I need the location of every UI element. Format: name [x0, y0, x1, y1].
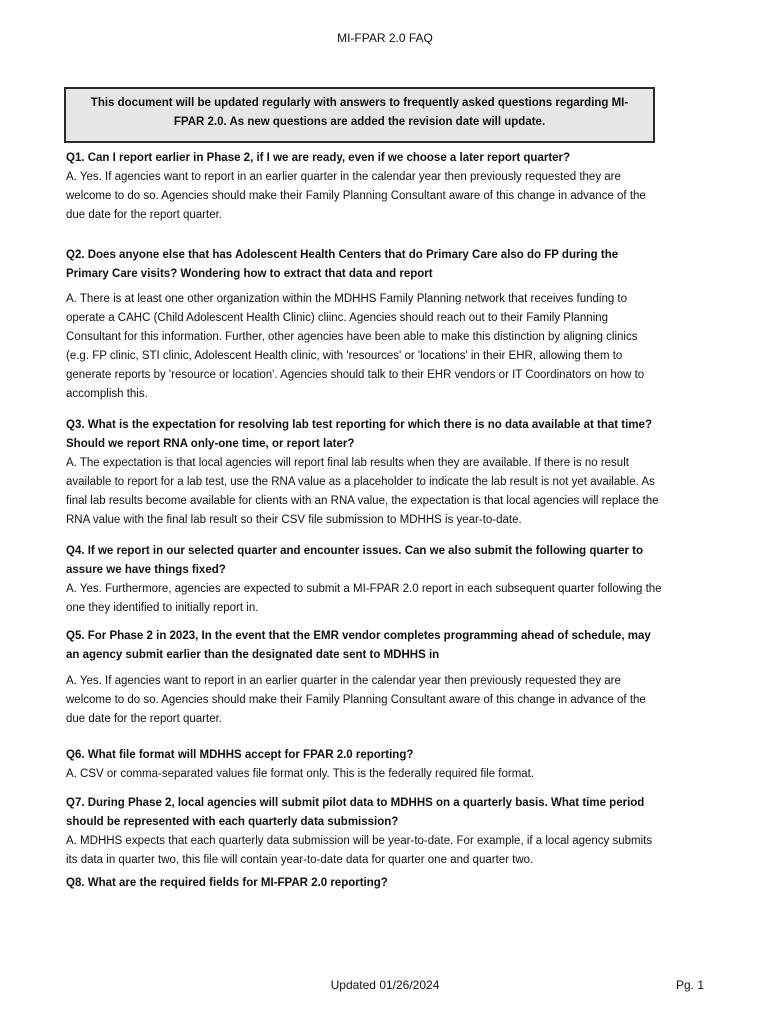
notice-box: This document will be updated regularly with answers to frequently asked questions regarding MI-FPAR 2.0. As new questions are added the revision date will update. — [64, 87, 655, 143]
question-text: Q1. Can I report earlier in Phase 2, if I we are ready, even if we choose a later report quarter? — [66, 152, 571, 164]
answer-text: A. There is at least one other organization within the MDHHS Family Planning network that receives funding to operate a CAHC (Child Adolescent Health Clinic) cliinc. Agencies should reach out to their Family Planning Consultant for this information. Further, other agencies have been able to make this distinction by aligning clinics (e.g. FP clinic, STI clinic, Adolescent Health clinic, with 'resources' or 'locations' in their EHR, allowing them to generate reports by 'resource or location'. Agencies should talk to their EHR vendors or IT Coordinators on how to accomplish this. — [66, 293, 645, 400]
faq-item-q4 — [66, 542, 662, 618]
answer-text: A. The expectation is that local agencies will report final lab results when they are available. If there is no result available to report for a lab test, use the RNA value as a placeholder to indicate the lab result is not yet available. As final lab results become available for clients with an RNA value, the expectation is that local agencies will replace the RNA value with the final lab result so their CSV file submission to MDHHS is year-to-date. — [66, 457, 659, 526]
question-text: Q8. What are the required fields for MI-FPAR 2.0 reporting? — [66, 877, 388, 889]
faq-item-q5 — [66, 627, 662, 729]
question-text: Q7. During Phase 2, local agencies will submit pilot data to MDHHS on a quarterly basis. What time period should be represented with each quarterly data submission? — [66, 797, 645, 828]
answer-text: A. Yes. If agencies want to report in an earlier quarter in the calendar year then previously requested they are welcome to do so. Agencies should make their Family Planning Consultant aware of this change in advance of the due date for the report quarter. — [66, 171, 646, 221]
page-number: Pg. 1 — [676, 978, 705, 992]
faq-item-q1 — [66, 149, 662, 225]
question-text: Q5. For Phase 2 in 2023, In the event that the EMR vendor completes programming ahead of schedule, may an agency submit earlier than the designated date sent to MDHHS in — [66, 630, 651, 661]
page-header-title: MI-FPAR 2.0 FAQ — [337, 31, 433, 45]
question-text: Q2. Does anyone else that has Adolescent Health Centers that do Primary Care also do FP during the Primary Care visits? Wondering how to extract that data and report — [66, 249, 619, 280]
question-text: Q3. What is the expectation for resolving lab test reporting for which there is no data available at that time? Should we report RNA only-one time, or report later? — [66, 419, 652, 450]
faq-item-q6 — [66, 746, 662, 784]
faq-item-q8 — [66, 874, 662, 893]
question-text: Q4. If we report in our selected quarter and encounter issues. Can we also submit the following quarter to assure we have things fixed? — [66, 545, 644, 576]
faq-item-q3 — [66, 416, 662, 530]
faq-item-q2 — [66, 246, 662, 404]
faq-content — [66, 149, 662, 893]
footer-updated-date: Updated 01/26/2024 — [330, 978, 440, 992]
answer-text: A. CSV or comma-separated values file format only. This is the federally required file format. — [66, 768, 535, 780]
faq-item-q7 — [66, 794, 662, 870]
question-text: Q6. What file format will MDHHS accept for FPAR 2.0 reporting? — [66, 749, 414, 761]
answer-text: A. Yes. Furthermore, agencies are expected to submit a MI-FPAR 2.0 report in each subsequent quarter following the one they identified to initially report in. — [66, 583, 662, 614]
answer-text: A. Yes. If agencies want to report in an earlier quarter in the calendar year then previously requested they are welcome to do so. Agencies should make their Family Planning Consultant aware of this change in advance of the due date for the report quarter. — [66, 675, 646, 725]
answer-text: A. MDHHS expects that each quarterly data submission will be year-to-date. For example, if a local agency submits its data in quarter two, this file will contain year-to-date data for quarter one and quarter two. — [66, 835, 653, 866]
